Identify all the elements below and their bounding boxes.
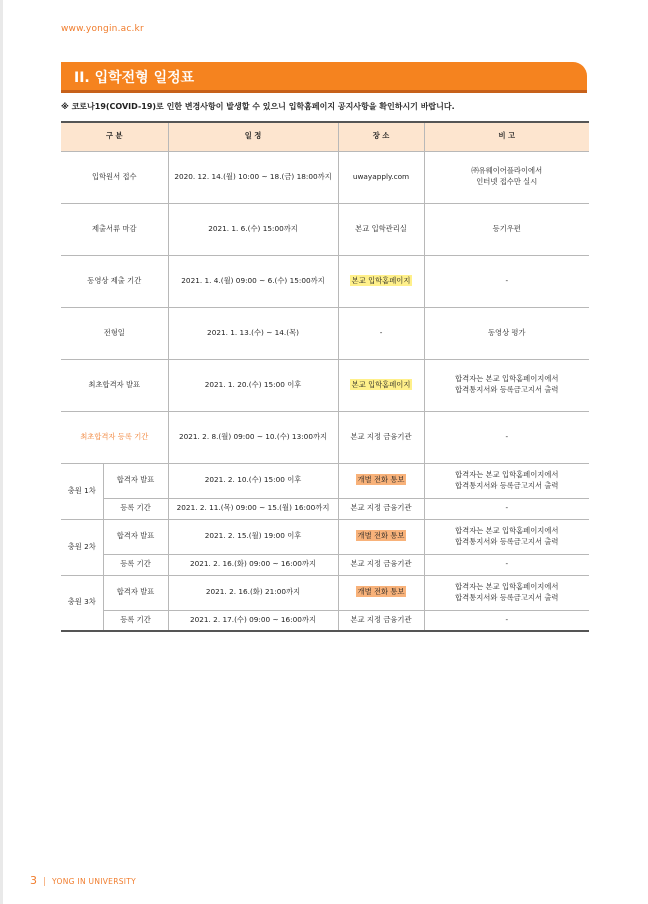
row-place: - (338, 307, 424, 359)
table-row (61, 575, 589, 610)
page-edge (0, 0, 3, 904)
note-line: ㈜유웨이어플라이에서 (471, 166, 543, 176)
row-date: 2021. 1. 20.(수) 15:00 이후 (168, 359, 338, 411)
row-note: - (424, 255, 589, 307)
row-note: - (424, 411, 589, 463)
table-row (61, 151, 589, 203)
row-date: 2021. 2. 15.(월) 19:00 이후 (168, 519, 338, 554)
round-label: 충원 2차 (61, 519, 103, 575)
row-date: 2021. 2. 11.(목) 09:00 ~ 15.(월) 16:00까지 (168, 498, 338, 519)
row-place (338, 519, 424, 554)
row-note: 등기우편 (424, 203, 589, 255)
note-line: 합격자는 본교 입학홈페이지에서 (455, 581, 559, 591)
table-row (61, 610, 589, 631)
table-row (61, 554, 589, 575)
page-number: 3 (30, 874, 37, 887)
row-date: 2021. 2. 10.(수) 15:00 이후 (168, 463, 338, 498)
table-row (61, 411, 589, 463)
col-header-schedule: 일 정 (168, 122, 338, 151)
place-highlight: 본교 입학홈페이지 (351, 275, 411, 285)
row-note: - (424, 554, 589, 575)
note-line: 합격통지서와 등록금고지서 출력 (455, 480, 559, 490)
sub-label: 등록 기간 (103, 554, 168, 575)
row-place (338, 575, 424, 610)
row-note: - (424, 498, 589, 519)
row-date: 2021. 1. 4.(월) 09:00 ~ 6.(수) 15:00까지 (168, 255, 338, 307)
row-date: 2021. 1. 6.(수) 15:00까지 (168, 203, 338, 255)
page-footer (30, 874, 136, 887)
site-url: www.yongin.ac.kr (61, 24, 144, 34)
place-highlight: 개별 전화 통보 (357, 531, 405, 541)
row-note: - (424, 610, 589, 631)
col-header-place: 장 소 (338, 122, 424, 151)
row-label: 입학원서 접수 (61, 151, 168, 203)
schedule-table (61, 121, 589, 632)
section-title-bar (61, 62, 587, 90)
place-highlight: 개별 전화 통보 (357, 587, 405, 597)
round-label: 충원 3차 (61, 575, 103, 631)
note-line: 합격통지서와 등록금고지서 출력 (455, 536, 559, 546)
note-line: 합격자는 본교 입학홈페이지에서 (455, 374, 559, 384)
footer-separator: | (43, 877, 47, 887)
sub-label: 합격자 발표 (103, 575, 168, 610)
row-note: 동영상 평가 (424, 307, 589, 359)
row-label: 최초합격자 등록 기간 (61, 411, 168, 463)
row-place: 본교 지정 금융기관 (338, 498, 424, 519)
row-date: 2021. 2. 17.(수) 09:00 ~ 16:00까지 (168, 610, 338, 631)
row-place: 본교 입학관리실 (338, 203, 424, 255)
note-line: 합격통지서와 등록금고지서 출력 (455, 592, 559, 602)
row-date: 2021. 2. 8.(월) 09:00 ~ 10.(수) 13:00까지 (168, 411, 338, 463)
sub-label: 합격자 발표 (103, 519, 168, 554)
row-note (424, 463, 589, 498)
col-header-category: 구 분 (61, 122, 168, 151)
note-line: 합격자는 본교 입학홈페이지에서 (455, 525, 559, 535)
sub-label: 등록 기간 (103, 498, 168, 519)
row-date: 2021. 2. 16.(화) 21:00까지 (168, 575, 338, 610)
sub-label: 등록 기간 (103, 610, 168, 631)
row-note (424, 519, 589, 554)
section-title: II. 입학전형 일정표 (74, 70, 195, 86)
row-place: 본교 지정 금융기관 (338, 610, 424, 631)
place-highlight: 본교 입학홈페이지 (351, 379, 411, 389)
row-place: uwayapply.com (338, 151, 424, 203)
note-line: 합격자는 본교 입학홈페이지에서 (455, 469, 559, 479)
row-label: 제출서류 마감 (61, 203, 168, 255)
sub-label: 합격자 발표 (103, 463, 168, 498)
table-row (61, 307, 589, 359)
row-date: 2020. 12. 14.(월) 10:00 ~ 18.(금) 18:00까지 (168, 151, 338, 203)
table-header-row (61, 122, 589, 151)
row-place: 본교 지정 금융기관 (338, 411, 424, 463)
table-row (61, 359, 589, 411)
row-place (338, 359, 424, 411)
note-line: 합격통지서와 등록금고지서 출력 (455, 385, 559, 394)
row-note (424, 359, 589, 411)
row-place (338, 255, 424, 307)
place-highlight: 개별 전화 통보 (357, 475, 405, 485)
row-label: 전형일 (61, 307, 168, 359)
table-row (61, 255, 589, 307)
note-line: 인터넷 접수만 실시 (476, 177, 538, 186)
row-note (424, 151, 589, 203)
col-header-note: 비 고 (424, 122, 589, 151)
table-row (61, 203, 589, 255)
table-row (61, 519, 589, 554)
table-row (61, 463, 589, 498)
row-place: 본교 지정 금융기관 (338, 554, 424, 575)
row-place (338, 463, 424, 498)
row-label: 최초합격자 발표 (61, 359, 168, 411)
row-note (424, 575, 589, 610)
row-date: 2021. 2. 16.(화) 09:00 ~ 16:00까지 (168, 554, 338, 575)
row-label: 동영상 제출 기간 (61, 255, 168, 307)
round-label: 충원 1차 (61, 463, 103, 519)
row-date: 2021. 1. 13.(수) ~ 14.(목) (168, 307, 338, 359)
covid-notice: ※ 코로나19(COVID-19)로 인한 변경사항이 발생할 수 있으니 입학홈페이지 공지사항을 확인하시기 바랍니다. (61, 102, 455, 111)
table-row (61, 498, 589, 519)
footer-brand: YONG IN UNIVERSITY (52, 877, 137, 886)
